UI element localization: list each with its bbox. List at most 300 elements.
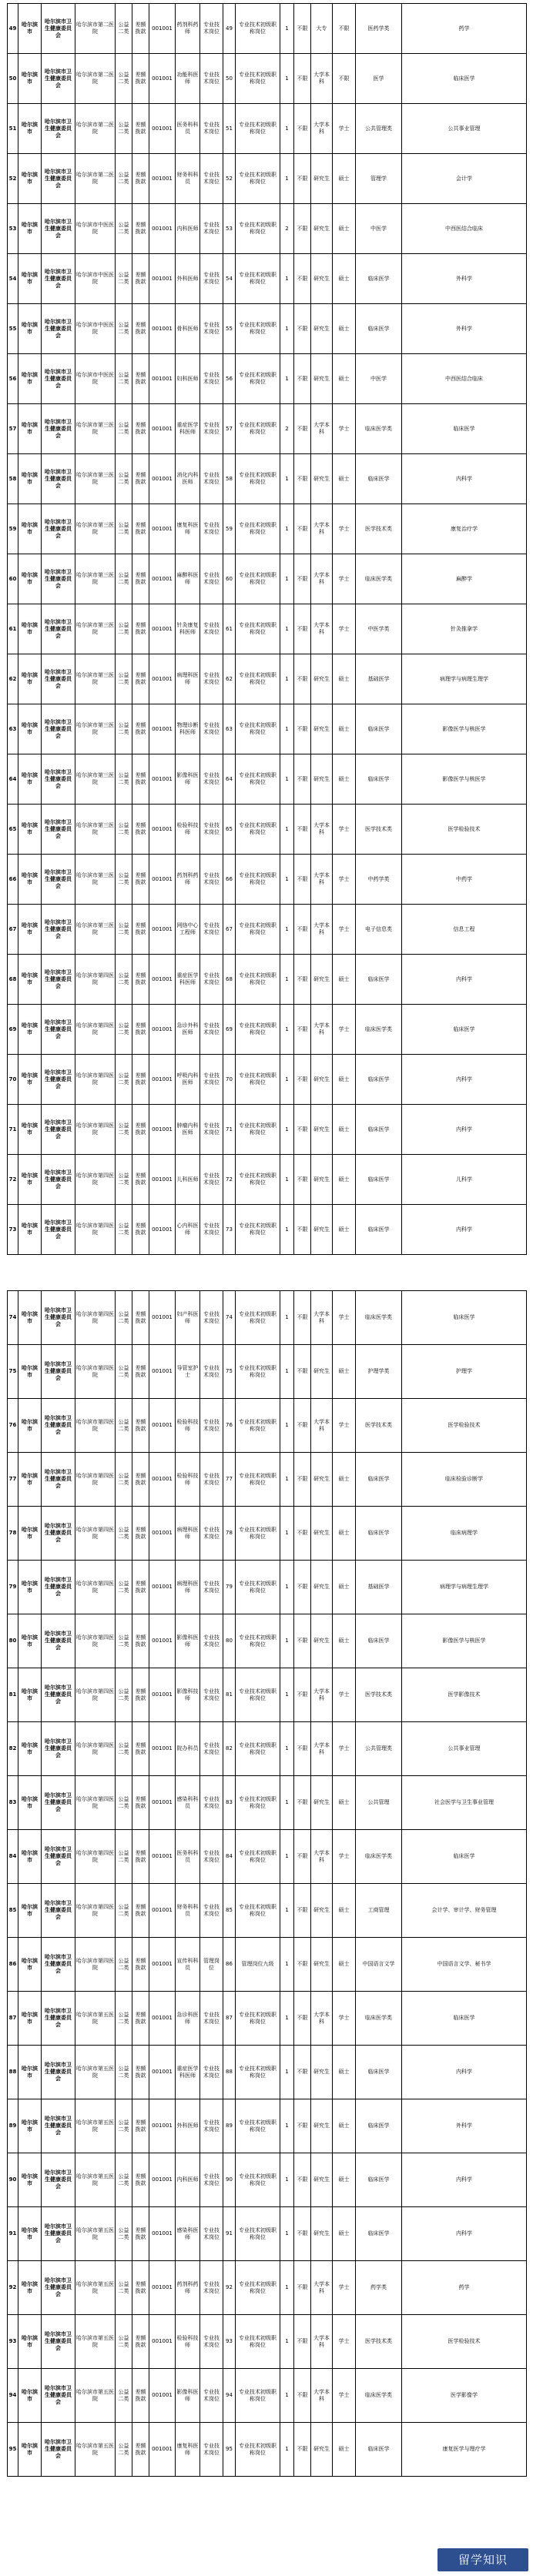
cell-n: 2 (280, 204, 294, 254)
cell-level: 专业技术初级职称岗位 (236, 1055, 280, 1105)
cell-no: 56 (223, 354, 236, 404)
cell-n: 1 (280, 2369, 294, 2423)
cell-edu: 大学本科 (311, 855, 333, 905)
cell-major1: 临床医学 (356, 1507, 402, 1561)
cell-city: 哈尔滨市 (18, 2423, 42, 2477)
cell-level: 专业技术初级职称岗位 (236, 754, 280, 805)
cell-edu: 研究生 (311, 2099, 333, 2153)
cell-id: 81 (8, 1668, 18, 1722)
cell-fund: 差额拨款 (132, 1291, 149, 1345)
cell-post: 影像科医师 (176, 1614, 200, 1668)
cell-n: 1 (280, 254, 294, 304)
cell-nature: 公益二类 (116, 955, 132, 1005)
cell-age: 不限 (294, 1992, 311, 2046)
cell-post: 财务科科员 (176, 1884, 200, 1938)
cell-level: 专业技术初级职称岗位 (236, 1561, 280, 1614)
cell-city: 哈尔滨市 (18, 54, 42, 104)
cell-org: 哈尔滨市卫生健康委员会 (42, 1205, 75, 1255)
cell-unit: 哈尔滨市第四医院 (75, 1884, 116, 1938)
cell-age: 不限 (294, 1776, 311, 1830)
cell-edu: 研究生 (311, 1776, 333, 1830)
cell-no: 54 (223, 254, 236, 304)
cell-org: 哈尔滨市卫生健康委员会 (42, 304, 75, 354)
cell-nature: 公益二类 (116, 1561, 132, 1614)
table-row (8, 2207, 527, 2261)
cell-fund: 差额拨款 (132, 154, 149, 204)
cell-n: 1 (280, 1205, 294, 1255)
cell-unit: 哈尔滨市第四医院 (75, 1776, 116, 1830)
cell-post: 重症医学科医师 (176, 2046, 200, 2099)
cell-age: 不限 (294, 2315, 311, 2369)
cell-n: 1 (280, 104, 294, 154)
cell-deg: 学士 (333, 504, 356, 554)
cell-level: 专业技术初级职称岗位 (236, 604, 280, 654)
cell-type: 专业技术岗位 (200, 2153, 223, 2207)
cell-no: 87 (223, 1992, 236, 2046)
cell-deg: 不限 (333, 54, 356, 104)
cell-level: 专业技术初级职称岗位 (236, 4, 280, 54)
cell-n: 1 (280, 1155, 294, 1205)
cell-deg: 学士 (333, 805, 356, 855)
cell-post: 内科医师 (176, 204, 200, 254)
cell-post: 消化内科医师 (176, 454, 200, 504)
cell-type: 专业技术岗位 (200, 254, 223, 304)
cell-code: 001001 (149, 254, 176, 304)
cell-nature: 公益二类 (116, 154, 132, 204)
cell-type: 专业技术岗位 (200, 2046, 223, 2099)
cell-unit: 哈尔滨市第四医院 (75, 1668, 116, 1722)
cell-deg: 硕士 (333, 1453, 356, 1507)
cell-code: 001001 (149, 2261, 176, 2315)
cell-n: 1 (280, 1722, 294, 1776)
cell-major1: 临床医学 (356, 704, 402, 754)
cell-city: 哈尔滨市 (18, 1105, 42, 1155)
cell-major2: 病理学与病理生理学 (402, 654, 527, 704)
cell-post: 重症医学科医师 (176, 404, 200, 454)
cell-age: 不限 (294, 955, 311, 1005)
cell-n: 1 (280, 805, 294, 855)
cell-nature: 公益二类 (116, 1938, 132, 1992)
cell-code: 001001 (149, 1992, 176, 2046)
cell-no: 74 (223, 1291, 236, 1345)
cell-age: 不限 (294, 2369, 311, 2423)
cell-unit: 哈尔滨市第五医院 (75, 2207, 116, 2261)
cell-edu: 大学本科 (311, 504, 333, 554)
cell-id: 52 (8, 154, 18, 204)
cell-n: 1 (280, 54, 294, 104)
cell-no: 70 (223, 1055, 236, 1105)
cell-unit: 哈尔滨市第二医院 (75, 54, 116, 104)
cell-post: 外科医师 (176, 254, 200, 304)
cell-edu: 研究生 (311, 2153, 333, 2207)
cell-level: 专业技术初级职称岗位 (236, 1155, 280, 1205)
cell-fund: 差额拨款 (132, 1399, 149, 1453)
cell-id: 94 (8, 2369, 18, 2423)
cell-type: 专业技术岗位 (200, 1884, 223, 1938)
cell-org: 哈尔滨市卫生健康委员会 (42, 554, 75, 604)
cell-no: 82 (223, 1722, 236, 1776)
cell-fund: 差额拨款 (132, 855, 149, 905)
cell-nature: 公益二类 (116, 404, 132, 454)
cell-city: 哈尔滨市 (18, 254, 42, 304)
cell-fund: 差额拨款 (132, 1614, 149, 1668)
cell-unit: 哈尔滨市第五医院 (75, 1992, 116, 2046)
cell-age: 不限 (294, 504, 311, 554)
cell-level: 专业技术初级职称岗位 (236, 855, 280, 905)
cell-unit: 哈尔滨市中医医院 (75, 304, 116, 354)
cell-id: 91 (8, 2207, 18, 2261)
cell-fund: 差额拨款 (132, 1005, 149, 1055)
cell-n: 1 (280, 1105, 294, 1155)
cell-level: 专业技术初级职称岗位 (236, 354, 280, 404)
cell-edu: 研究生 (311, 1507, 333, 1561)
cell-unit: 哈尔滨市第四医院 (75, 1507, 116, 1561)
cell-nature: 公益二类 (116, 1345, 132, 1399)
cell-id: 78 (8, 1507, 18, 1561)
cell-unit: 哈尔滨市第三医院 (75, 504, 116, 554)
cell-type: 专业技术岗位 (200, 354, 223, 404)
cell-post: 病理科医师 (176, 1507, 200, 1561)
cell-major1: 临床医学 (356, 2207, 402, 2261)
cell-id: 50 (8, 54, 18, 104)
cell-post: 急诊外科医师 (176, 1005, 200, 1055)
cell-code: 001001 (149, 1938, 176, 1992)
cell-id: 90 (8, 2153, 18, 2207)
cell-city: 哈尔滨市 (18, 304, 42, 354)
cell-age: 不限 (294, 354, 311, 404)
cell-deg: 硕士 (333, 1345, 356, 1399)
cell-unit: 哈尔滨市第三医院 (75, 404, 116, 454)
cell-org: 哈尔滨市卫生健康委员会 (42, 1155, 75, 1205)
cell-major1: 临床医学 (356, 955, 402, 1005)
cell-post: 宣传科科员 (176, 1938, 200, 1992)
cell-org: 哈尔滨市卫生健康委员会 (42, 2046, 75, 2099)
cell-nature: 公益二类 (116, 1884, 132, 1938)
cell-age: 不限 (294, 1453, 311, 1507)
cell-major2: 针灸推拿学 (402, 604, 527, 654)
cell-deg: 硕士 (333, 1561, 356, 1614)
cell-age: 不限 (294, 1155, 311, 1205)
cell-level: 专业技术初级职称岗位 (236, 2046, 280, 2099)
table-row (8, 1668, 527, 1722)
cell-n: 1 (280, 1005, 294, 1055)
cell-no: 60 (223, 554, 236, 604)
cell-org: 哈尔滨市卫生健康委员会 (42, 805, 75, 855)
cell-post: 检验科技师 (176, 1399, 200, 1453)
cell-fund: 差额拨款 (132, 554, 149, 604)
cell-type: 专业技术岗位 (200, 2099, 223, 2153)
table-row (8, 905, 527, 955)
cell-edu: 大学本科 (311, 1005, 333, 1055)
cell-code: 001001 (149, 2423, 176, 2477)
table-row (8, 54, 527, 104)
cell-type: 专业技术岗位 (200, 905, 223, 955)
cell-age: 不限 (294, 704, 311, 754)
cell-major2: 影像医学与核医学 (402, 704, 527, 754)
cell-id: 89 (8, 2099, 18, 2153)
cell-code: 001001 (149, 855, 176, 905)
cell-edu: 大学本科 (311, 104, 333, 154)
table-page-lower (0, 1290, 533, 2477)
cell-unit: 哈尔滨市第三医院 (75, 554, 116, 604)
cell-deg: 硕士 (333, 704, 356, 754)
cell-fund: 差额拨款 (132, 354, 149, 404)
cell-no: 88 (223, 2046, 236, 2099)
cell-major1: 临床医学 (356, 1614, 402, 1668)
cell-fund: 差额拨款 (132, 1992, 149, 2046)
cell-post: 医务科科员 (176, 104, 200, 154)
table-row (8, 1830, 527, 1884)
cell-major1: 医学技术类 (356, 805, 402, 855)
cell-type: 专业技术岗位 (200, 4, 223, 54)
cell-no: 89 (223, 2099, 236, 2153)
cell-major1: 公共管理类 (356, 1722, 402, 1776)
cell-n: 1 (280, 1507, 294, 1561)
cell-city: 哈尔滨市 (18, 2046, 42, 2099)
cell-edu: 研究生 (311, 204, 333, 254)
cell-unit: 哈尔滨市第三医院 (75, 855, 116, 905)
cell-deg: 硕士 (333, 204, 356, 254)
cell-edu: 研究生 (311, 154, 333, 204)
cell-type: 专业技术岗位 (200, 1507, 223, 1561)
cell-type: 专业技术岗位 (200, 204, 223, 254)
cell-post: 财务科科员 (176, 154, 200, 204)
cell-level: 专业技术初级职称岗位 (236, 1884, 280, 1938)
cell-post: 妇产科医师 (176, 1291, 200, 1345)
cell-id: 85 (8, 1884, 18, 1938)
cell-deg: 硕士 (333, 1776, 356, 1830)
cell-deg: 硕士 (333, 1884, 356, 1938)
cell-major1: 医药学类 (356, 4, 402, 54)
cell-post: 心内科医师 (176, 1205, 200, 1255)
cell-type: 专业技术岗位 (200, 2207, 223, 2261)
recruitment-table-upper (7, 3, 527, 1255)
cell-id: 53 (8, 204, 18, 254)
cell-nature: 公益二类 (116, 1399, 132, 1453)
cell-unit: 哈尔滨市第三医院 (75, 454, 116, 504)
cell-org: 哈尔滨市卫生健康委员会 (42, 604, 75, 654)
cell-deg: 硕士 (333, 1507, 356, 1561)
cell-city: 哈尔滨市 (18, 2099, 42, 2153)
cell-nature: 公益二类 (116, 704, 132, 754)
cell-type: 专业技术岗位 (200, 1155, 223, 1205)
cell-city: 哈尔滨市 (18, 1507, 42, 1561)
cell-fund: 差额拨款 (132, 1205, 149, 1255)
cell-city: 哈尔滨市 (18, 2315, 42, 2369)
cell-id: 83 (8, 1776, 18, 1830)
cell-nature: 公益二类 (116, 1614, 132, 1668)
cell-level: 专业技术初级职称岗位 (236, 154, 280, 204)
cell-level: 专业技术初级职称岗位 (236, 204, 280, 254)
cell-id: 59 (8, 504, 18, 554)
cell-post: 检验科技师 (176, 2315, 200, 2369)
table-row (8, 2153, 527, 2207)
cell-org: 哈尔滨市卫生健康委员会 (42, 1830, 75, 1884)
cell-edu: 研究生 (311, 955, 333, 1005)
cell-level: 专业技术初级职称岗位 (236, 104, 280, 154)
cell-deg: 学士 (333, 604, 356, 654)
cell-major1: 临床医学 (356, 454, 402, 504)
cell-code: 001001 (149, 905, 176, 955)
cell-no: 58 (223, 454, 236, 504)
cell-no: 76 (223, 1399, 236, 1453)
cell-unit: 哈尔滨市第四医院 (75, 1722, 116, 1776)
cell-code: 001001 (149, 2369, 176, 2423)
cell-major2: 儿科学 (402, 1155, 527, 1205)
cell-n: 1 (280, 1614, 294, 1668)
cell-no: 57 (223, 404, 236, 454)
cell-n: 1 (280, 905, 294, 955)
cell-level: 专业技术初级职称岗位 (236, 54, 280, 104)
cell-id: 58 (8, 454, 18, 504)
cell-major2: 临床医学 (402, 1992, 527, 2046)
cell-no: 94 (223, 2369, 236, 2423)
cell-level: 专业技术初级职称岗位 (236, 1722, 280, 1776)
cell-edu: 大学本科 (311, 805, 333, 855)
cell-major2: 临床医学 (402, 404, 527, 454)
cell-no: 95 (223, 2423, 236, 2477)
table-row (8, 955, 527, 1005)
cell-no: 72 (223, 1155, 236, 1205)
cell-type: 专业技术岗位 (200, 1105, 223, 1155)
cell-no: 93 (223, 2315, 236, 2369)
cell-post: 感染科科员 (176, 1776, 200, 1830)
cell-id: 65 (8, 805, 18, 855)
cell-unit: 哈尔滨市第五医院 (75, 2153, 116, 2207)
cell-level: 专业技术初级职称岗位 (236, 2261, 280, 2315)
cell-major1: 基础医学 (356, 1561, 402, 1614)
cell-fund: 差额拨款 (132, 2369, 149, 2423)
cell-city: 哈尔滨市 (18, 4, 42, 54)
cell-major1: 工商管理 (356, 1884, 402, 1938)
cell-id: 69 (8, 1005, 18, 1055)
cell-age: 不限 (294, 654, 311, 704)
cell-level: 专业技术初级职称岗位 (236, 805, 280, 855)
cell-nature: 公益二类 (116, 1830, 132, 1884)
table-row (8, 404, 527, 454)
cell-level: 专业技术初级职称岗位 (236, 1453, 280, 1507)
cell-age: 不限 (294, 54, 311, 104)
cell-id: 82 (8, 1722, 18, 1776)
cell-id: 70 (8, 1055, 18, 1105)
cell-no: 62 (223, 654, 236, 704)
cell-deg: 硕士 (333, 354, 356, 404)
cell-code: 001001 (149, 1055, 176, 1105)
cell-unit: 哈尔滨市第五医院 (75, 2315, 116, 2369)
cell-code: 001001 (149, 654, 176, 704)
cell-level: 专业技术初级职称岗位 (236, 1005, 280, 1055)
cell-city: 哈尔滨市 (18, 1291, 42, 1345)
cell-level: 专业技术初级职称岗位 (236, 1992, 280, 2046)
cell-unit: 哈尔滨市第五医院 (75, 2423, 116, 2477)
cell-unit: 哈尔滨市第四医院 (75, 1938, 116, 1992)
cell-edu: 大学本科 (311, 905, 333, 955)
cell-deg: 学士 (333, 554, 356, 604)
cell-fund: 差额拨款 (132, 254, 149, 304)
cell-type: 专业技术岗位 (200, 1055, 223, 1105)
cell-edu: 大学本科 (311, 1399, 333, 1453)
cell-org: 哈尔滨市卫生健康委员会 (42, 2261, 75, 2315)
cell-type: 专业技术岗位 (200, 1668, 223, 1722)
cell-fund: 差额拨款 (132, 2261, 149, 2315)
cell-type: 专业技术岗位 (200, 1291, 223, 1345)
cell-city: 哈尔滨市 (18, 2261, 42, 2315)
cell-major2: 病理学与病理生理学 (402, 1561, 527, 1614)
cell-major1: 临床医学类 (356, 1291, 402, 1345)
cell-no: 49 (223, 4, 236, 54)
cell-org: 哈尔滨市卫生健康委员会 (42, 754, 75, 805)
cell-deg: 学士 (333, 404, 356, 454)
table-row (8, 1614, 527, 1668)
cell-nature: 公益二类 (116, 905, 132, 955)
cell-fund: 差额拨款 (132, 654, 149, 704)
cell-org: 哈尔滨市卫生健康委员会 (42, 955, 75, 1005)
cell-id: 66 (8, 855, 18, 905)
cell-post: 网络中心工程师 (176, 905, 200, 955)
cell-edu: 大学本科 (311, 54, 333, 104)
cell-code: 001001 (149, 4, 176, 54)
table-page-upper (0, 3, 533, 1255)
cell-org: 哈尔滨市卫生健康委员会 (42, 1561, 75, 1614)
cell-major2: 社会医学与卫生事业管理 (402, 1776, 527, 1830)
cell-post: 儿科医师 (176, 1155, 200, 1205)
cell-type: 专业技术岗位 (200, 1776, 223, 1830)
cell-major1: 临床医学 (356, 1105, 402, 1155)
cell-code: 001001 (149, 154, 176, 204)
cell-nature: 公益二类 (116, 2099, 132, 2153)
cell-fund: 差额拨款 (132, 2315, 149, 2369)
cell-no: 71 (223, 1105, 236, 1155)
cell-level: 专业技术初级职称岗位 (236, 1105, 280, 1155)
cell-id: 92 (8, 2261, 18, 2315)
cell-age: 不限 (294, 1561, 311, 1614)
cell-age: 不限 (294, 404, 311, 454)
cell-n: 1 (280, 1399, 294, 1453)
cell-no: 68 (223, 955, 236, 1005)
cell-city: 哈尔滨市 (18, 454, 42, 504)
cell-major2: 医学检验技术 (402, 805, 527, 855)
table-row (8, 1345, 527, 1399)
cell-code: 001001 (149, 554, 176, 604)
cell-fund: 差额拨款 (132, 404, 149, 454)
cell-major2: 公共事业管理 (402, 1722, 527, 1776)
cell-code: 001001 (149, 1507, 176, 1561)
cell-type: 专业技术岗位 (200, 154, 223, 204)
cell-edu: 大学本科 (311, 1992, 333, 2046)
cell-org: 哈尔滨市卫生健康委员会 (42, 1291, 75, 1345)
cell-no: 55 (223, 304, 236, 354)
cell-n: 1 (280, 955, 294, 1005)
cell-unit: 哈尔滨市第二医院 (75, 4, 116, 54)
cell-level: 专业技术初级职称岗位 (236, 304, 280, 354)
cell-age: 不限 (294, 2423, 311, 2477)
cell-code: 001001 (149, 1776, 176, 1830)
cell-unit: 哈尔滨市第三医院 (75, 905, 116, 955)
cell-nature: 公益二类 (116, 204, 132, 254)
cell-n: 1 (280, 1830, 294, 1884)
cell-major2: 外科学 (402, 254, 527, 304)
cell-type: 专业技术岗位 (200, 2261, 223, 2315)
cell-level: 专业技术初级职称岗位 (236, 1776, 280, 1830)
cell-city: 哈尔滨市 (18, 754, 42, 805)
cell-n: 1 (280, 1561, 294, 1614)
cell-n: 1 (280, 2099, 294, 2153)
cell-deg: 硕士 (333, 2423, 356, 2477)
cell-major1: 临床医学 (356, 304, 402, 354)
table-row (8, 2046, 527, 2099)
cell-code: 001001 (149, 1105, 176, 1155)
cell-deg: 学士 (333, 1722, 356, 1776)
